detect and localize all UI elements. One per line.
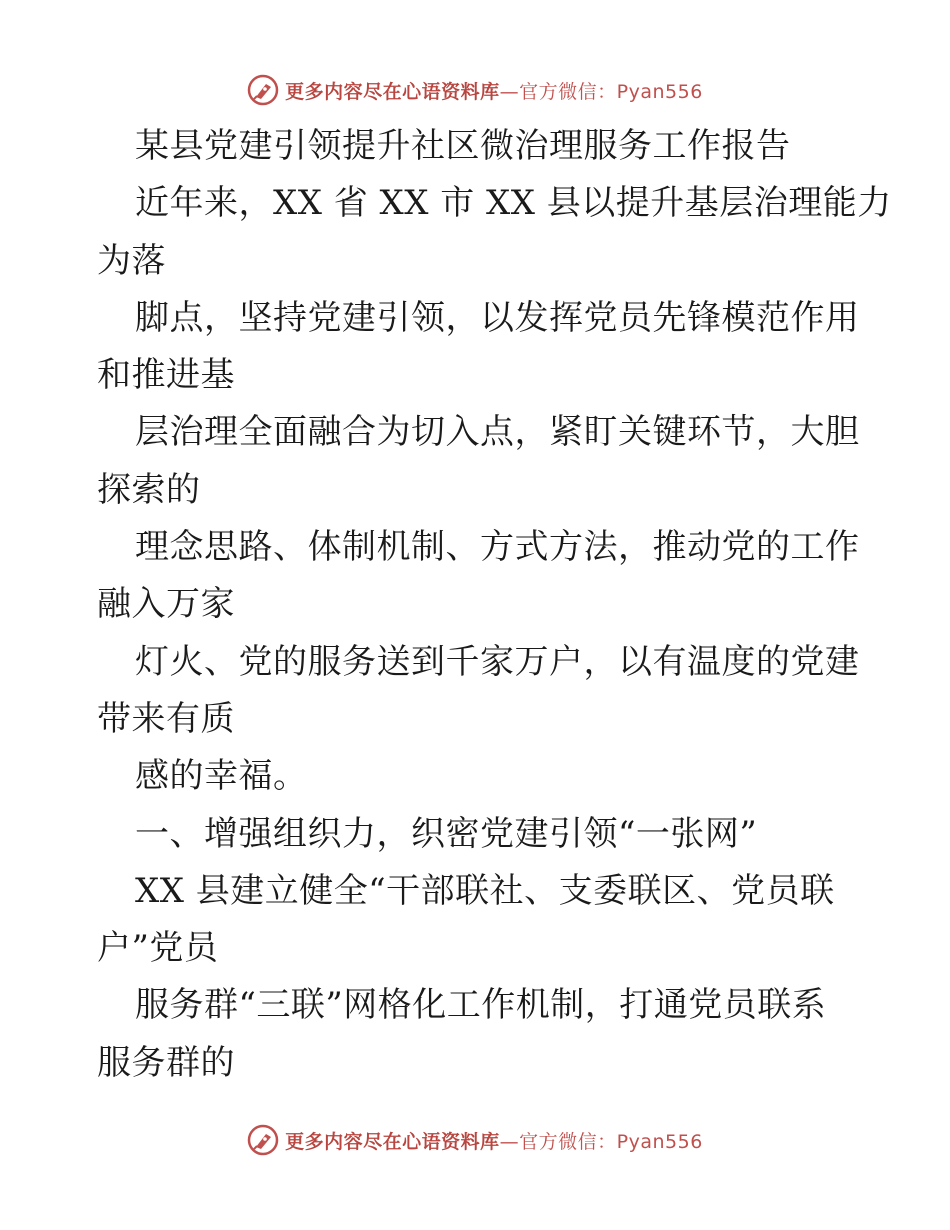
document-title: 某县党建引领提升社区微治理服务工作报告: [135, 126, 791, 166]
brand-text: 更多内容尽在心语资料库: [285, 1130, 500, 1153]
text-line: 近年来，XX 省 XX 市 XX 县以提升基层治理能力: [135, 183, 892, 224]
text-line: 感的幸福。: [135, 756, 308, 797]
section-heading: 一、增强组织力，织密党建引领“一张网”: [135, 813, 758, 854]
header-watermark-banner: [0, 70, 950, 110]
pen-nib-logo-icon: [247, 74, 279, 106]
text-line: 探索的: [97, 469, 201, 510]
pen-nib-logo-icon: [247, 1124, 279, 1156]
text-line: 带来有质: [97, 698, 235, 739]
text-line: XX 县建立健全“干部联社、支委联区、党员联: [135, 870, 835, 911]
text-line: 户”党员: [97, 928, 219, 969]
brand-text: 更多内容尽在心语资料库: [285, 80, 500, 103]
text-line: 理念思路、体制机制、方式方法，推动党的工作: [135, 527, 860, 568]
text-line: 脚点，坚持党建引领，以发挥党员先锋模范作用: [135, 297, 860, 338]
text-line: 服务群“三联”网格化工作机制，打通党员联系: [135, 985, 827, 1026]
footer-watermark-banner: [0, 1120, 950, 1160]
text-line: 和推进基: [97, 355, 235, 396]
wechat-text: —官方微信：Pyan556: [499, 80, 703, 103]
text-line: 服务群的: [97, 1042, 235, 1083]
text-line: 灯火、党的服务送到千家万户，以有温度的党建: [135, 641, 860, 682]
text-line: 层治理全面融合为切入点，紧盯关键环节，大胆: [135, 412, 860, 453]
text-line: 为落: [97, 240, 166, 281]
wechat-text: —官方微信：Pyan556: [499, 1130, 703, 1153]
document-body: [97, 118, 892, 1092]
text-line: 融入万家: [97, 584, 235, 625]
